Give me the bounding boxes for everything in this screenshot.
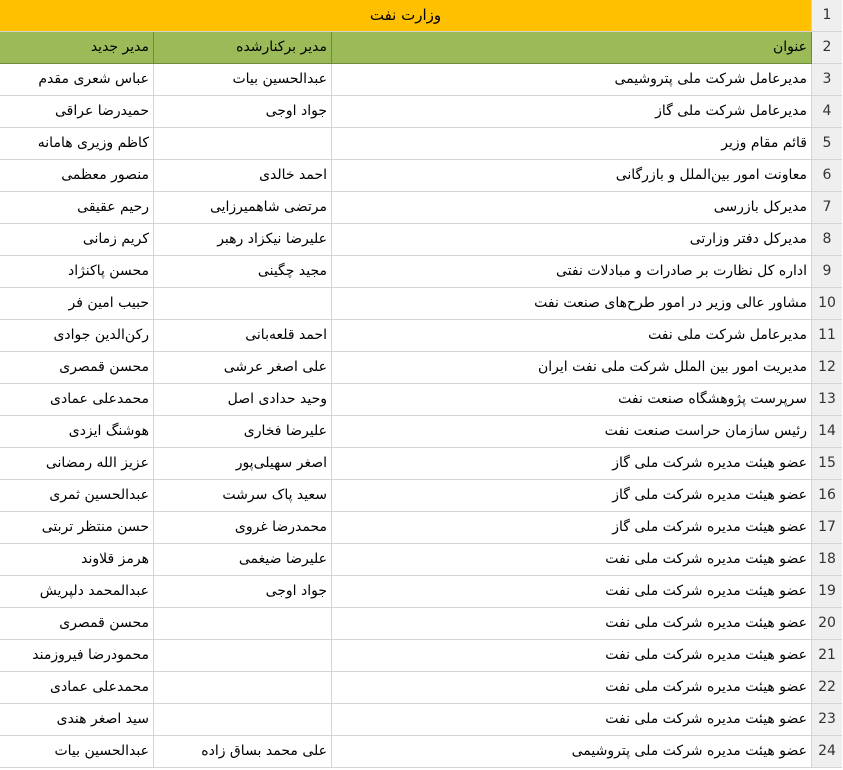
- cell-position-text: عضو هیئت مدیره شرکت ملی پتروشیمی: [571, 743, 807, 759]
- cell-position-text: عضو هیئت مدیره شرکت ملی نفت: [605, 551, 807, 567]
- cell-position-text: مدیرعامل شرکت ملی پتروشیمی: [614, 71, 807, 87]
- cell-dismissed-manager-text: جواد اوجی: [265, 583, 327, 599]
- cell-position-text: عضو هیئت مدیره شرکت ملی گاز: [612, 487, 807, 503]
- cell-new-manager[interactable]: [0, 736, 154, 768]
- cell-position[interactable]: [332, 128, 812, 160]
- table-row: [0, 224, 843, 256]
- cell-position-text: مدیرعامل شرکت ملی گاز: [655, 103, 807, 119]
- cell-new-manager[interactable]: [0, 480, 154, 512]
- cell-position[interactable]: [332, 288, 812, 320]
- cell-dismissed-manager[interactable]: [154, 288, 332, 320]
- row-header[interactable]: 5: [812, 128, 842, 160]
- cell-position-text: عضو هیئت مدیره شرکت ملی نفت: [605, 711, 807, 727]
- row-header[interactable]: 19: [812, 576, 842, 608]
- cell-new-manager-text: حمیدرضا عراقی: [54, 103, 149, 119]
- cell-new-manager-text: محسن قمصری: [59, 615, 149, 631]
- cell-position[interactable]: [332, 608, 812, 640]
- table-row: [0, 544, 843, 576]
- cell-new-manager-text: حسن منتظر تربتی: [41, 519, 149, 535]
- cell-new-manager[interactable]: [0, 448, 154, 480]
- cell-new-manager-text: عبدالمحمد دلپریش: [39, 583, 149, 599]
- cell-new-manager-text: رکن‌الدین جوادی: [53, 327, 149, 343]
- cell-position[interactable]: [332, 96, 812, 128]
- cell-dismissed-manager[interactable]: [154, 576, 332, 608]
- cell-dismissed-manager[interactable]: [154, 384, 332, 416]
- header-position[interactable]: [332, 32, 812, 64]
- row-header[interactable]: 14: [812, 416, 842, 448]
- cell-dismissed-manager-text: عبدالحسین بیات: [232, 71, 327, 87]
- row-header[interactable]: 3: [812, 64, 842, 96]
- table-row: [0, 416, 843, 448]
- cell-dismissed-manager[interactable]: [154, 448, 332, 480]
- cell-dismissed-manager[interactable]: [154, 128, 332, 160]
- table-row: [0, 608, 843, 640]
- cell-dismissed-manager-text: علیرضا ضیغمی: [238, 551, 327, 567]
- table-row: [0, 320, 843, 352]
- cell-position-text: مدیرکل دفتر وزارتی: [689, 231, 807, 247]
- cell-dismissed-manager[interactable]: [154, 640, 332, 672]
- row-header[interactable]: 15: [812, 448, 842, 480]
- cell-position[interactable]: [332, 544, 812, 576]
- table-row: [0, 192, 843, 224]
- cell-new-manager[interactable]: [0, 64, 154, 96]
- cell-position-text: عضو هیئت مدیره شرکت ملی گاز: [612, 519, 807, 535]
- row-header[interactable]: 2: [812, 32, 842, 64]
- cell-position-text: قائم مقام وزیر: [721, 135, 807, 151]
- cell-position-text: مدیرکل بازرسی: [713, 199, 807, 215]
- cell-dismissed-manager-text: علی محمد بساق زاده: [201, 743, 327, 759]
- cell-dismissed-manager[interactable]: [154, 512, 332, 544]
- cell-position-text: رئیس سازمان حراست صنعت نفت: [604, 423, 807, 439]
- cell-dismissed-manager-text: احمد خالدی: [259, 167, 327, 183]
- row-header[interactable]: 21: [812, 640, 842, 672]
- header-row: [0, 32, 843, 64]
- cell-dismissed-manager-text: علیرضا فخاری: [243, 423, 327, 439]
- cell-position[interactable]: [332, 416, 812, 448]
- row-header[interactable]: 18: [812, 544, 842, 576]
- row-header[interactable]: 22: [812, 672, 842, 704]
- cell-dismissed-manager-text: سعید پاک سرشت: [222, 487, 327, 503]
- cell-new-manager-text: عبدالحسین بیات: [54, 743, 149, 759]
- cell-position-text: عضو هیئت مدیره شرکت ملی نفت: [605, 679, 807, 695]
- cell-dismissed-manager[interactable]: [154, 480, 332, 512]
- cell-new-manager-text: منصور معظمی: [61, 167, 149, 183]
- row-header[interactable]: 11: [812, 320, 842, 352]
- cell-new-manager-text: عبدالحسین ثمری: [49, 487, 149, 503]
- cell-position-text: مدیرعامل شرکت ملی نفت: [648, 327, 807, 343]
- cell-new-manager-text: رحیم عقیقی: [77, 199, 149, 215]
- cell-position[interactable]: [332, 320, 812, 352]
- cell-position-text: مدیریت امور بین الملل شرکت ملی نفت ایران: [538, 359, 807, 375]
- cell-new-manager-text: کریم زمانی: [82, 231, 149, 247]
- cell-dismissed-manager[interactable]: [154, 704, 332, 736]
- cell-dismissed-manager[interactable]: [154, 192, 332, 224]
- cell-new-manager[interactable]: [0, 192, 154, 224]
- title-row: [0, 0, 843, 32]
- row-header[interactable]: 1: [812, 0, 842, 32]
- cell-dismissed-manager[interactable]: [154, 96, 332, 128]
- cell-dismissed-manager[interactable]: [154, 608, 332, 640]
- row-header[interactable]: 16: [812, 480, 842, 512]
- cell-dismissed-manager[interactable]: [154, 160, 332, 192]
- merged-title-cell[interactable]: وزارت نفت: [0, 0, 812, 32]
- row-header[interactable]: 10: [812, 288, 842, 320]
- table-row: [0, 640, 843, 672]
- cell-dismissed-manager-text: وحید حدادی اصل: [227, 391, 327, 407]
- cell-new-manager[interactable]: [0, 224, 154, 256]
- cell-dismissed-manager-text: علی اصغر عرشی: [223, 359, 327, 375]
- table-row: [0, 160, 843, 192]
- cell-position[interactable]: [332, 448, 812, 480]
- cell-new-manager[interactable]: [0, 640, 154, 672]
- cell-new-manager[interactable]: [0, 160, 154, 192]
- cell-position-text: عضو هیئت مدیره شرکت ملی نفت: [605, 583, 807, 599]
- cell-dismissed-manager-text: مرتضی شاهمیرزایی: [209, 199, 327, 215]
- table-row: [0, 736, 843, 768]
- cell-new-manager[interactable]: [0, 288, 154, 320]
- cell-dismissed-manager[interactable]: [154, 320, 332, 352]
- table-row: [0, 288, 843, 320]
- cell-new-manager[interactable]: [0, 256, 154, 288]
- cell-new-manager-text: هرمز قلاوند: [81, 551, 149, 567]
- cell-dismissed-manager[interactable]: [154, 64, 332, 96]
- cell-position[interactable]: [332, 736, 812, 768]
- cell-dismissed-manager[interactable]: [154, 224, 332, 256]
- row-header[interactable]: 17: [812, 512, 842, 544]
- cell-new-manager[interactable]: [0, 608, 154, 640]
- cell-position-text: معاونت امور بین‌الملل و بازرگانی: [615, 167, 807, 183]
- cell-new-manager-text: کاظم وزیری هامانه: [37, 135, 149, 151]
- cell-new-manager[interactable]: [0, 320, 154, 352]
- cell-new-manager-text: سید اصغر هندی: [56, 711, 149, 727]
- cell-new-manager[interactable]: [0, 704, 154, 736]
- table-row: [0, 480, 843, 512]
- table-row: [0, 704, 843, 736]
- cell-position[interactable]: [332, 64, 812, 96]
- header-position-label: عنوان: [773, 39, 807, 55]
- row-header[interactable]: 4: [812, 96, 842, 128]
- table-row: [0, 352, 843, 384]
- header-new-manager[interactable]: [0, 32, 154, 64]
- cell-new-manager[interactable]: [0, 352, 154, 384]
- cell-dismissed-manager-text: اصغر سهیلی‌پور: [235, 455, 327, 471]
- cell-new-manager-text: حبیب امین فر: [68, 295, 149, 311]
- table-row: [0, 96, 843, 128]
- cell-new-manager-text: محمدعلی عمادی: [50, 391, 149, 407]
- table-row: [0, 64, 843, 96]
- cell-position[interactable]: [332, 512, 812, 544]
- cell-new-manager[interactable]: [0, 672, 154, 704]
- cell-dismissed-manager-text: احمد قلعه‌بانی: [245, 327, 327, 343]
- cell-position-text: اداره کل نظارت بر صادرات و مبادلات نفتی: [556, 263, 807, 279]
- cell-new-manager[interactable]: [0, 384, 154, 416]
- cell-position-text: سرپرست پژوهشگاه صنعت نفت: [618, 391, 807, 407]
- header-dismissed-manager[interactable]: [154, 32, 332, 64]
- cell-dismissed-manager-text: محمدرضا غروی: [234, 519, 327, 535]
- cell-dismissed-manager[interactable]: [154, 544, 332, 576]
- header-dismissed-manager-label: مدیر برکنارشده: [236, 39, 327, 55]
- cell-new-manager[interactable]: [0, 96, 154, 128]
- row-header[interactable]: 12: [812, 352, 842, 384]
- cell-dismissed-manager[interactable]: [154, 736, 332, 768]
- cell-dismissed-manager[interactable]: [154, 256, 332, 288]
- cell-dismissed-manager-text: جواد اوجی: [265, 103, 327, 119]
- cell-position-text: عضو هیئت مدیره شرکت ملی نفت: [605, 615, 807, 631]
- table-row: [0, 672, 843, 704]
- cell-position[interactable]: [332, 480, 812, 512]
- row-header[interactable]: 24: [812, 736, 842, 768]
- row-header[interactable]: 20: [812, 608, 842, 640]
- cell-position-text: عضو هیئت مدیره شرکت ملی نفت: [605, 647, 807, 663]
- cell-position[interactable]: [332, 640, 812, 672]
- cell-dismissed-manager-text: علیرضا نیکزاد رهبر: [217, 231, 327, 247]
- cell-new-manager[interactable]: [0, 128, 154, 160]
- row-header[interactable]: 8: [812, 224, 842, 256]
- row-header[interactable]: 13: [812, 384, 842, 416]
- cell-new-manager[interactable]: [0, 416, 154, 448]
- table-row: [0, 128, 843, 160]
- cell-dismissed-manager[interactable]: [154, 672, 332, 704]
- cell-new-manager-text: عزیز الله رمضانی: [45, 455, 149, 471]
- row-header[interactable]: 23: [812, 704, 842, 736]
- cell-position-text: عضو هیئت مدیره شرکت ملی گاز: [612, 455, 807, 471]
- cell-position-text: مشاور عالی وزیر در امور طرح‌های صنعت نفت: [534, 295, 807, 311]
- cell-new-manager-text: محمودرضا فیروزمند: [32, 647, 149, 663]
- table-row: [0, 256, 843, 288]
- cell-new-manager-text: عباس شعری مقدم: [38, 71, 149, 87]
- table-row: [0, 448, 843, 480]
- cell-position[interactable]: [332, 704, 812, 736]
- cell-position[interactable]: [332, 256, 812, 288]
- cell-dismissed-manager-text: مجید چگینی: [257, 263, 327, 279]
- cell-position[interactable]: [332, 160, 812, 192]
- table-row: [0, 384, 843, 416]
- cell-new-manager[interactable]: [0, 576, 154, 608]
- cell-position[interactable]: [332, 384, 812, 416]
- row-header[interactable]: 6: [812, 160, 842, 192]
- header-new-manager-label: مدیر جدید: [90, 39, 149, 55]
- cell-new-manager[interactable]: [0, 544, 154, 576]
- table-row: [0, 576, 843, 608]
- cell-dismissed-manager[interactable]: [154, 416, 332, 448]
- cell-position[interactable]: [332, 224, 812, 256]
- cell-dismissed-manager[interactable]: [154, 352, 332, 384]
- cell-position[interactable]: [332, 352, 812, 384]
- row-header[interactable]: 7: [812, 192, 842, 224]
- cell-new-manager-text: محسن پاکنژاد: [67, 263, 149, 279]
- cell-new-manager-text: هوشنگ ایزدی: [68, 423, 149, 439]
- cell-position[interactable]: [332, 672, 812, 704]
- cell-position[interactable]: [332, 192, 812, 224]
- cell-new-manager-text: محسن قمصری: [59, 359, 149, 375]
- cell-position[interactable]: [332, 576, 812, 608]
- table-row: [0, 512, 843, 544]
- cell-new-manager[interactable]: [0, 512, 154, 544]
- cell-new-manager-text: محمدعلی عمادی: [50, 679, 149, 695]
- row-header[interactable]: 9: [812, 256, 842, 288]
